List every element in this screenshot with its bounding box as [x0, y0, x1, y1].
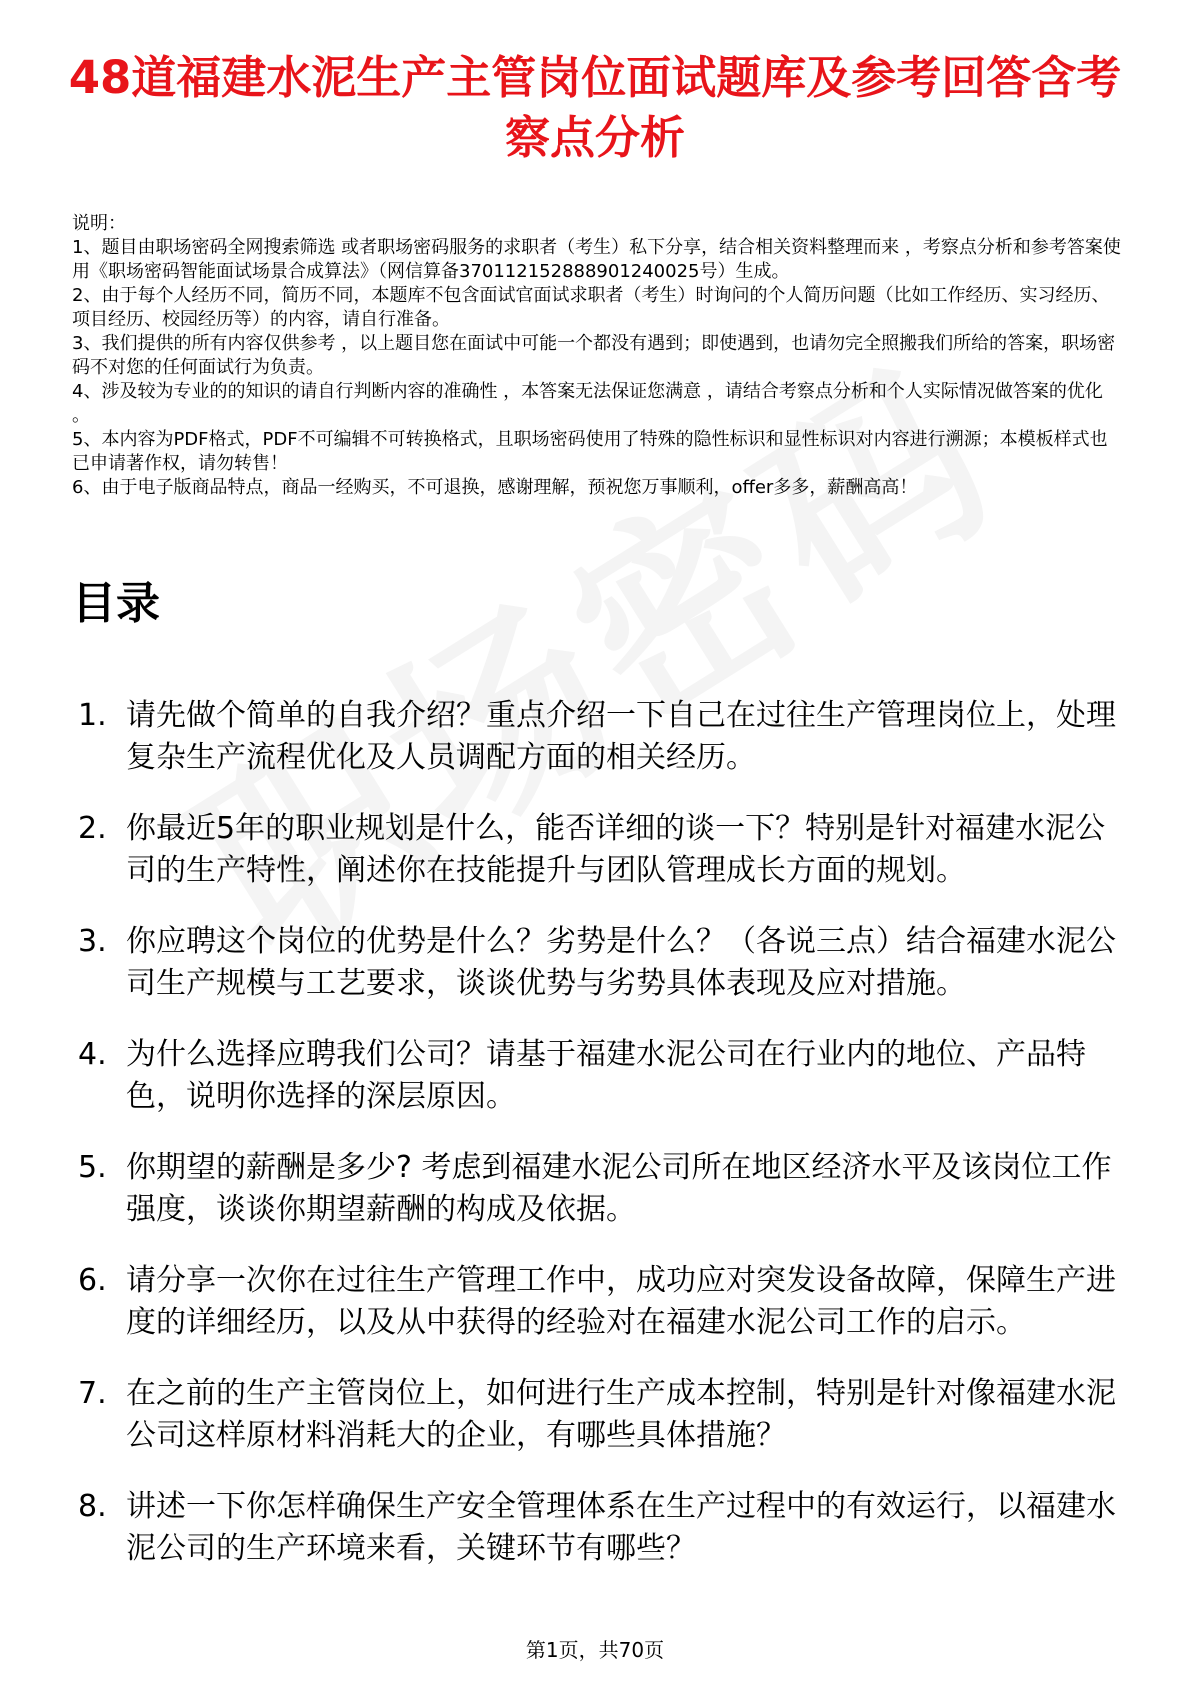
question-number: 4. [78, 1037, 107, 1072]
page-footer: 第1页，共70页 [525, 1638, 665, 1662]
note-item: 1、题目由职场密码全网搜索筛选 或者职场密码服务的求职者（考生）私下分享，结合相关资料整理而来 ，考察点分析和参考答案使用《职场密码智能面试场景合成算法》（网信算备370112152888901240025号）生成。 [72, 237, 1121, 282]
question-number: 7. [78, 1376, 107, 1411]
question-text: 你应聘这个岗位的优势是什么？劣势是什么？（各说三点）结合福建水泥公司生产规模与工艺要求，谈谈优势与劣势具体表现及应对措施。 [126, 924, 1116, 1001]
question-list [72, 695, 1122, 1599]
question-item[interactable] [72, 695, 1122, 779]
question-number: 5. [78, 1150, 107, 1185]
note-item: 5、本内容为PDF格式，PDF不可编辑不可转换格式，且职场密码使用了特殊的隐性标识和显性标识对内容进行溯源；本模板样式也已申请著作权，请勿转售！ [72, 429, 1108, 474]
question-text: 为什么选择应聘我们公司？请基于福建水泥公司在行业内的地位、产品特色，说明你选择的深层原因。 [126, 1037, 1086, 1114]
question-item[interactable] [72, 1147, 1122, 1231]
question-text: 你期望的薪酬是多少? 考虑到福建水泥公司所在地区经济水平及该岗位工作强度，谈谈你期望薪酬的构成及依据。 [126, 1150, 1112, 1227]
note-item: 4、涉及较为专业的的知识的请自行判断内容的准确性 ，本答案无法保证您满意 ，请结合考察点分析和个人实际情况做答案的优化 。 [72, 381, 1103, 426]
question-text: 讲述一下你怎样确保生产安全管理体系在生产过程中的有效运行，以福建水泥公司的生产环境来看，关键环节有哪些？ [126, 1489, 1116, 1566]
question-number: 6. [78, 1263, 107, 1298]
question-text: 在之前的生产主管岗位上，如何进行生产成本控制，特别是针对像福建水泥公司这样原材料消耗大的企业，有哪些具体措施？ [126, 1376, 1116, 1453]
toc-heading: 目录 [72, 578, 160, 629]
question-item[interactable] [72, 921, 1122, 1005]
question-item[interactable] [72, 1486, 1122, 1570]
question-item[interactable] [72, 1034, 1122, 1118]
page-title: 48道福建水泥生产主管岗位面试题库及参考回答含考察点分析 [68, 51, 1122, 164]
question-number: 3. [78, 924, 107, 959]
note-item: 6、由于电子版商品特点，商品一经购买，不可退换，感谢理解，预祝您万事顺利，offer多多，薪酬高高！ [72, 477, 918, 498]
question-item[interactable] [72, 1373, 1122, 1457]
question-number: 8. [78, 1489, 107, 1524]
question-item[interactable] [72, 1260, 1122, 1344]
question-text: 请先做个简单的自我介绍？重点介绍一下自己在过往生产管理岗位上，处理复杂生产流程优化及人员调配方面的相关经历。 [126, 698, 1116, 775]
question-item[interactable] [72, 808, 1122, 892]
note-item: 3、我们提供的所有内容仅供参考 ，以上题目您在面试中可能一个都没有遇到；即使遇到，也请勿完全照搬我们所给的答案，职场密码不对您的任何面试行为负责。 [72, 333, 1116, 378]
question-text: 你最近5年的职业规划是什么，能否详细的谈一下？特别是针对福建水泥公司的生产特性，阐述你在技能提升与团队管理成长方面的规划。 [126, 811, 1106, 888]
notes-heading: 说明： [72, 213, 126, 234]
note-item: 2、由于每个人经历不同，简历不同，本题库不包含面试官面试求职者（考生）时询问的个人简历问题（比如工作经历、实习经历、项目经历、校园经历等）的内容，请自行准备。 [72, 285, 1110, 330]
question-number: 1. [78, 698, 107, 733]
question-number: 2. [78, 811, 107, 846]
question-text: 请分享一次你在过往生产管理工作中，成功应对突发设备故障，保障生产进度的详细经历，以及从中获得的经验对在福建水泥公司工作的启示。 [126, 1263, 1116, 1340]
notes-section [72, 212, 1122, 500]
